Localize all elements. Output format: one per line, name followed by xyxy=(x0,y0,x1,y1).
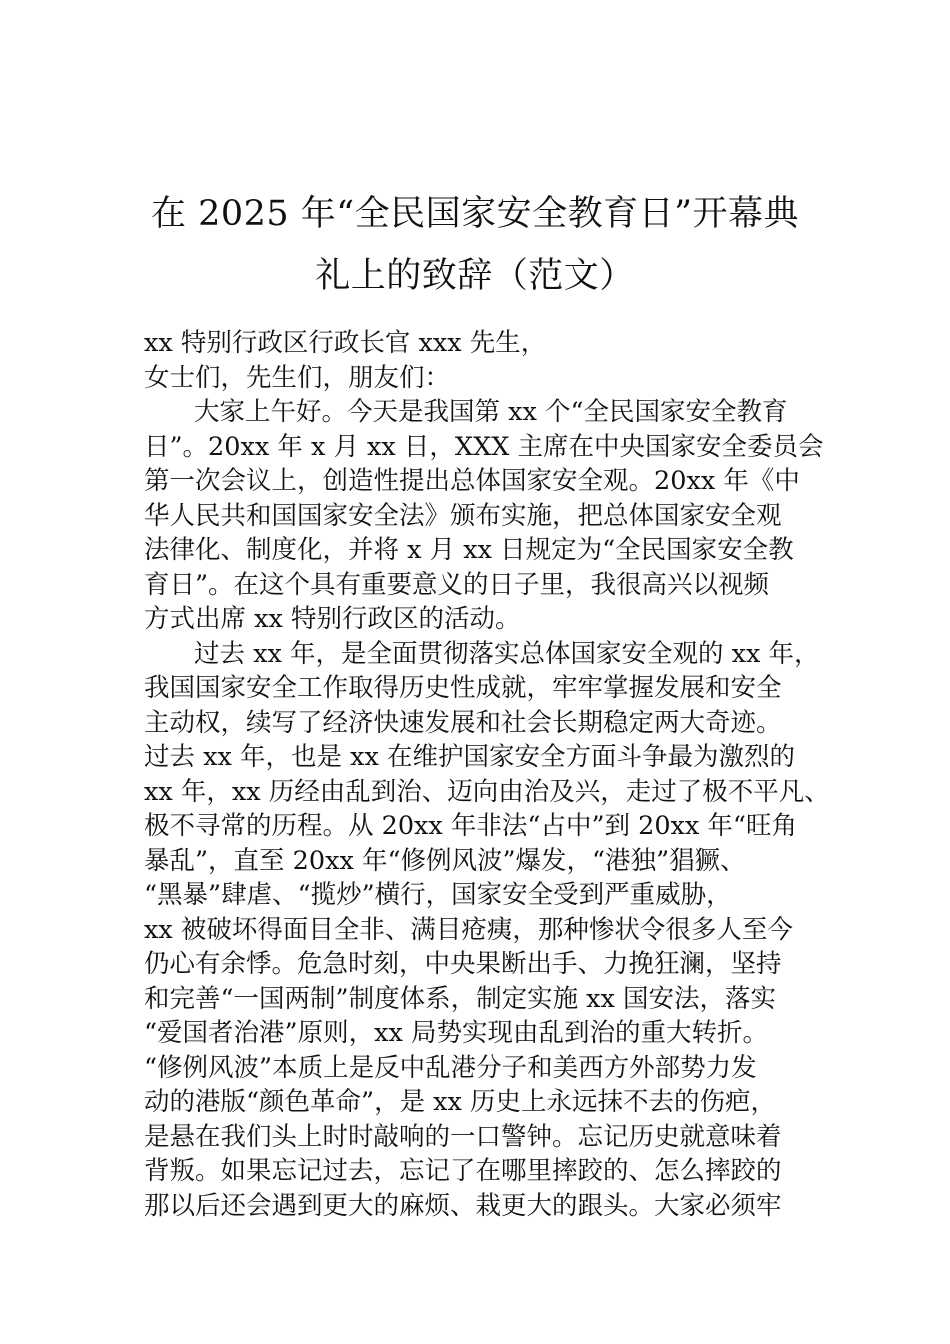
paragraph-line: 大家上午好。今天是我国第 xx 个“全民国家安全教育 xyxy=(194,397,788,427)
paragraph-line: 我国国家安全工作取得历史性成就，牢牢掌握发展和安全 xyxy=(144,673,782,703)
paragraph-line: 第一次会议上，创造性提出总体国家安全观。20xx 年《中 xyxy=(144,466,800,496)
paragraph-line: xx 被破坏得面目全非、满目疮痍，那种惨状令很多人至今 xyxy=(144,914,793,945)
paragraph-line: 暴乱”，直至 20xx 年“修例风波”爆发，“港独”猖獗、 xyxy=(144,845,746,876)
document-body xyxy=(144,326,844,1223)
paragraph-line: 法律化、制度化，并将 x 月 xx 日规定为“全民国家安全教 xyxy=(144,535,794,565)
salutation-line: 女士们，先生们，朋友们： xyxy=(144,362,451,393)
paragraph-line: 主动权，续写了经济快速发展和社会长期稳定两大奇迹。 xyxy=(144,707,782,738)
paragraph-line: 方式出席 xx 特别行政区的活动。 xyxy=(144,604,521,634)
paragraph-line: 华人民共和国国家安全法》颁布实施，把总体国家安全观 xyxy=(144,500,782,531)
paragraph-line: 背叛。如果忘记过去，忘记了在哪里摔跤的、怎么摔跤的 xyxy=(144,1156,782,1186)
paragraph-line: 动的港版“颜色革命”，是 xx 历史上永远抹不去的伤疤， xyxy=(144,1087,777,1117)
title-line-1: 在 2025 年“全民国家安全教育日”开幕典 xyxy=(150,194,800,235)
paragraph-line: 那以后还会遇到更大的麻烦、栽更大的跟头。大家必须牢 xyxy=(144,1190,782,1221)
paragraph-line: 极不寻常的历程。从 20xx 年非法“占中”到 20xx 年“旺角 xyxy=(144,811,797,841)
paragraph-line: xx 年，xx 历经由乱到治、迈向由治及兴，走过了极不平凡、 xyxy=(144,776,830,807)
title-line-2: 礼上的致辞（范文） xyxy=(315,256,635,297)
salutation-line: xx 特别行政区行政长官 xxx 先生， xyxy=(144,328,547,358)
paragraph-line: 仍心有余悸。危急时刻，中央果断出手、力挽狂澜，坚持 xyxy=(144,949,782,979)
paragraph-line: 是悬在我们头上时时敲响的一口警钟。忘记历史就意味着 xyxy=(144,1121,782,1152)
paragraph-line: 和完善“一国两制”制度体系，制定实施 xx 国安法，落实 xyxy=(144,983,777,1014)
paragraph-line: “修例风波”本质上是反中乱港分子和美西方外部势力发 xyxy=(144,1052,757,1083)
paragraph-line: “爱国者治港”原则，xx 局势实现由乱到治的重大转折。 xyxy=(144,1018,768,1048)
paragraph-line: 日”。20xx 年 x 月 xx 日，XXX 主席在中央国家安全委员会 xyxy=(144,431,824,462)
paragraph-line: 育日”。在这个具有重要意义的日子里，我很高兴以视频 xyxy=(144,569,770,600)
paragraph-line: “黑暴”肆虐、“揽炒”横行，国家安全受到严重威胁， xyxy=(144,880,732,910)
paragraph-line: 过去 xx 年，是全面贯彻落实总体国家安全观的 xx 年， xyxy=(194,638,820,669)
paragraph-line: 过去 xx 年，也是 xx 在维护国家安全方面斗争最为激烈的 xyxy=(144,742,795,772)
document-title xyxy=(120,183,830,307)
